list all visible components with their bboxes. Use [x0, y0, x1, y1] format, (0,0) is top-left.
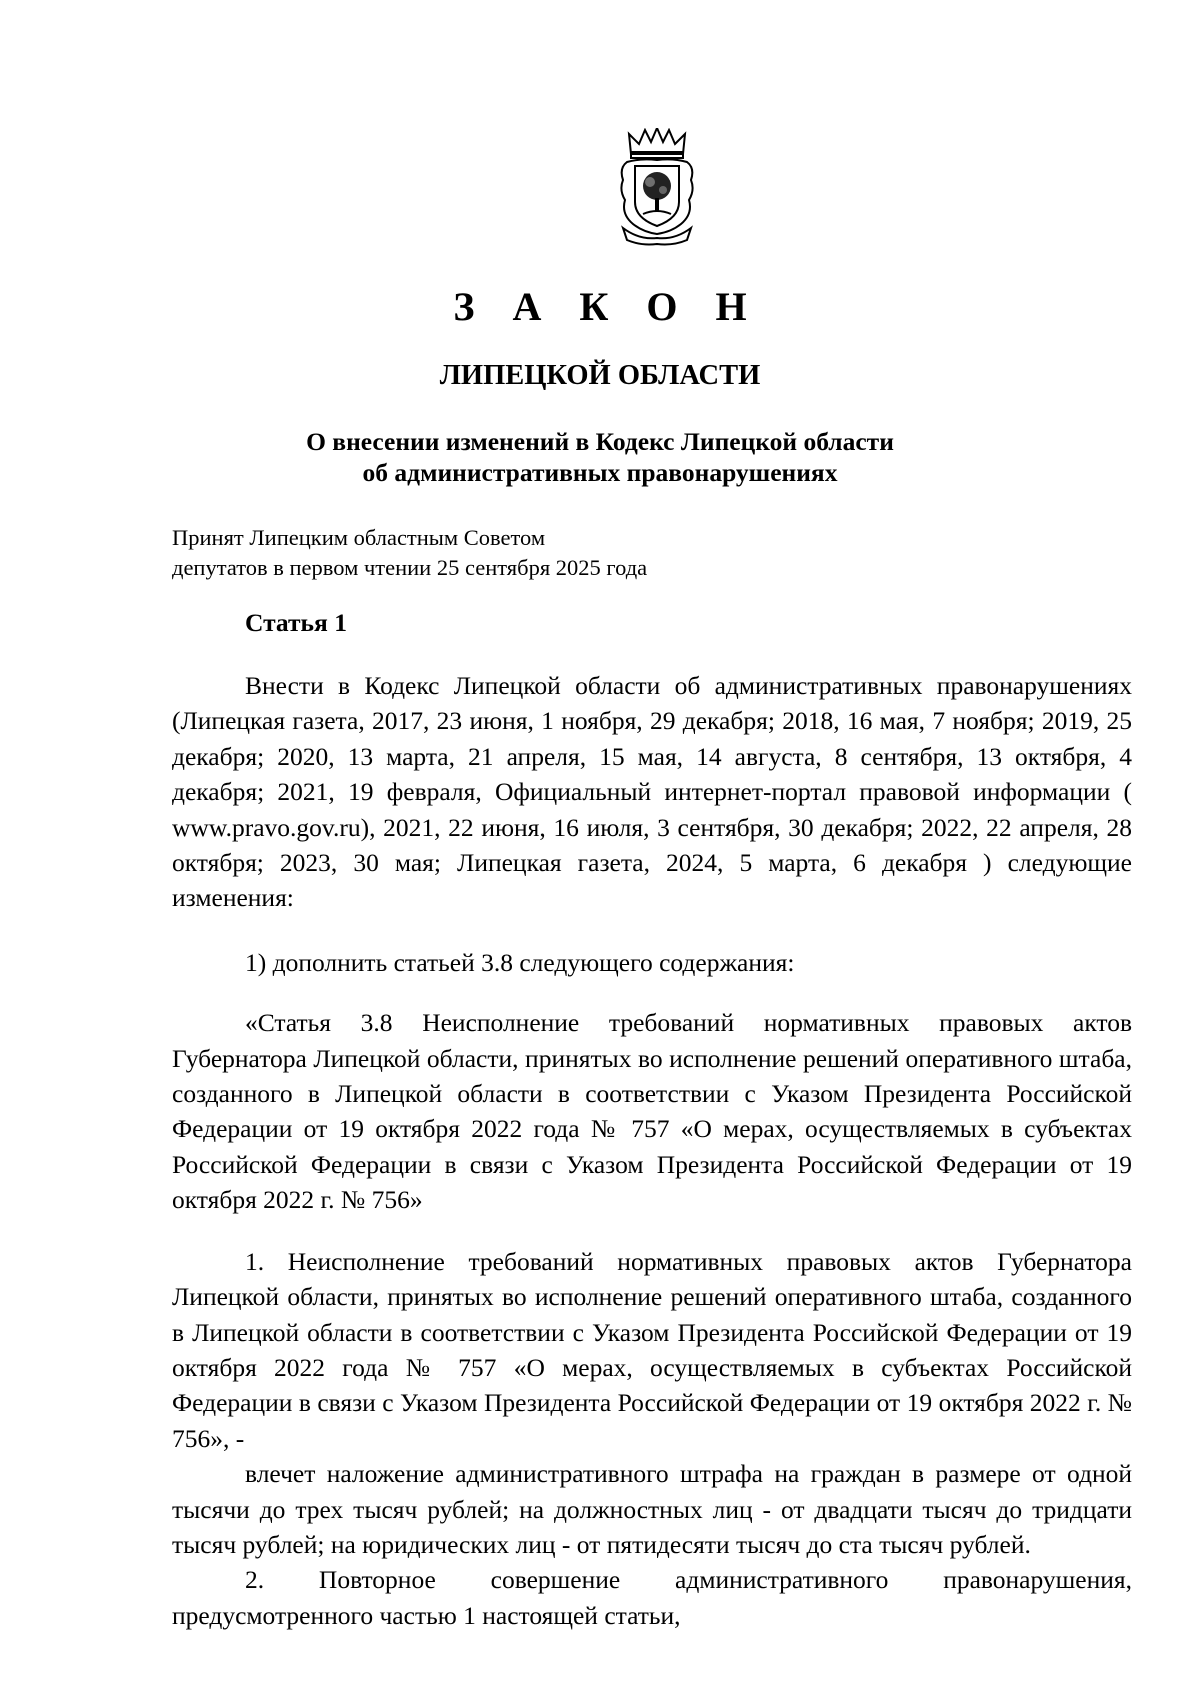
document-region: ЛИПЕЦКОЙ ОБЛАСТИ — [439, 360, 761, 391]
adoption-line: Принят Липецким областным Советом — [172, 525, 546, 550]
coat-of-arms-icon — [617, 128, 697, 246]
adoption-line: депутатов в первом чтении 25 сентября 2025 года — [172, 555, 648, 580]
subject-line: О внесении изменений в Кодекс Липецкой области — [306, 427, 894, 456]
body-paragraph: Внести в Кодекс Липецкой области об административных правонарушениях (Липецкая газета, 2017, 23 июня, 1 ноября, 29 декабря; 2018, 16 мая, 7 ноября; 2019, 25 декабря; 2020, 13 марта, 21 апреля, 15 мая, 14 августа, 8 сентября, 13 октября, 4 декабря; 2021, 19 февраля, Официальный интернет-портал правовой информации ( www.pravo.gov.ru), 2021, 22 июня, 16 июля, 3 сентября, 30 декабря; 2022, 22 апреля, 28 октября; 2023, 30 мая; Липецкая газета, 2024, 5 марта, 6 декабря ) следующие изменения: — [172, 671, 1132, 913]
document-subject — [0, 426, 1200, 488]
body-paragraph: «Статья 3.8 Неисполнение требований нормативных правовых актов Губернатора Липецкой области, принятых во исполнение решений оперативного штаба, созданного в Липецкой области в соответствии с Указом Президента Российской Федерации от 19 октября 2022 года № 757 «О мерах, осуществляемых в субъектах Российской Федерации в связи с Указом Президента Российской Федерации от 19 октября 2022 г. № 756» — [172, 1008, 1132, 1215]
article-heading: Статья 1 — [245, 608, 347, 637]
subject-line: об административных правонарушениях — [362, 458, 838, 487]
body-paragraph: 1) дополнить статьей 3.8 следующего содержания: — [245, 947, 795, 977]
body-paragraph: 1. Неисполнение требований нормативных правовых актов Губернатора Липецкой области, принятых во исполнение решений оперативного штаба, созданного в Липецкой области в соответствии с Указом Президента Российской Федерации от 19 октября 2022 года № 757 «О мерах, осуществляемых в субъектах Российской Федерации в связи с Указом Президента Российской Федерации от 19 октября 2022 г. № 756», - — [172, 1246, 1132, 1453]
coat-of-arms-emblem — [617, 128, 697, 246]
body-paragraph: 2. Повторное совершение административного правонарушения, предусмотренного частью 1 настоящей статьи, — [172, 1565, 1132, 1630]
document-body — [172, 668, 1132, 1633]
body-paragraph: влечет наложение административного штрафа на граждан в размере от одной тысячи до трех тысяч рублей; на должностных лиц - от двадцати тысяч до тридцати тысяч рублей; на юридических лиц - от пятидесяти тысяч до ста тысяч рублей. — [172, 1459, 1132, 1559]
adoption-note — [172, 523, 647, 583]
document-title: З А К О Н — [453, 284, 761, 329]
